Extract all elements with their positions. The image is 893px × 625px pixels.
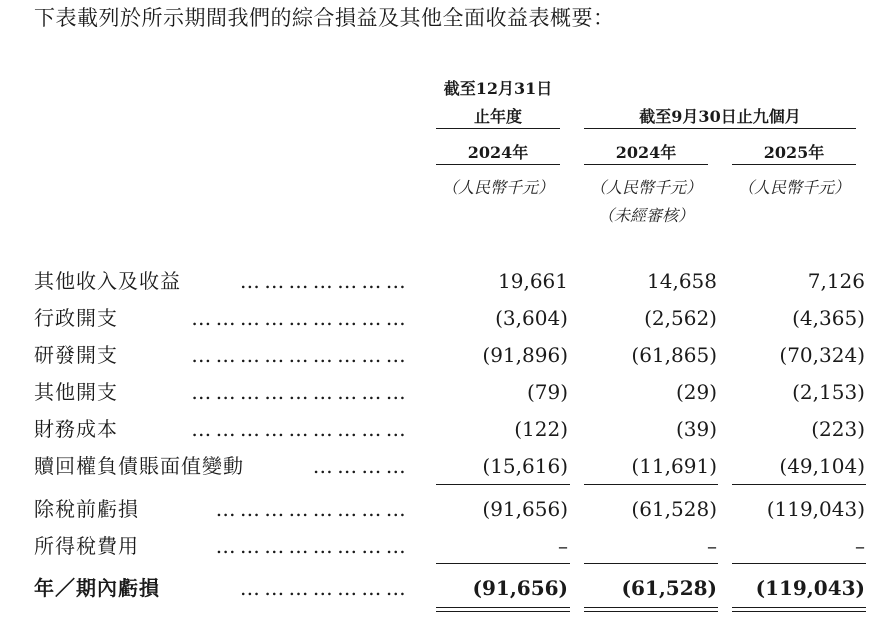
table-row	[0, 266, 893, 296]
nine-month-group-header: 截至9月30日止九個月	[639, 107, 801, 126]
value-2024-full-year: (15,616)	[482, 454, 568, 478]
leader-dots: ………………………	[191, 417, 410, 441]
row-label: 研發開支	[34, 343, 118, 367]
subtotal-rule	[436, 484, 570, 485]
value-2024-full-year: –	[558, 534, 568, 558]
row-label: 年／期內虧損	[34, 576, 160, 600]
row-label: 除稅前虧損	[34, 497, 139, 521]
row-label: 所得稅費用	[34, 534, 139, 558]
value-2024-full-year: (91,896)	[482, 343, 568, 367]
value-2024-full-year: (3,604)	[495, 306, 568, 330]
header-rule	[584, 128, 856, 129]
unit-label-col2: （人民幣千元）	[589, 178, 702, 197]
value-2025-nine-months: (119,043)	[766, 497, 865, 521]
total-double-rule	[436, 607, 570, 612]
subtotal-rule	[584, 484, 718, 485]
value-2025-nine-months: (70,324)	[779, 343, 865, 367]
leader-dots: ………………………	[191, 380, 410, 404]
total-double-rule	[732, 607, 866, 612]
header-rule	[732, 164, 856, 165]
subtotal-rule	[732, 484, 866, 485]
year-header-col3: 2025年	[763, 143, 825, 162]
table-row	[0, 531, 893, 561]
value-2024-full-year: (122)	[514, 417, 568, 441]
row-label: 財務成本	[34, 417, 118, 441]
value-2025-nine-months: 7,126	[807, 269, 865, 293]
value-2024-nine-months: (61,528)	[621, 576, 717, 600]
unit-label-col3: （人民幣千元）	[737, 178, 850, 197]
table-row	[0, 377, 893, 407]
value-2024-nine-months: (61,865)	[631, 343, 717, 367]
table-row	[0, 340, 893, 370]
leader-dots: ………………………	[191, 306, 410, 330]
row-label: 贖回權負債賬面值變動	[34, 454, 244, 478]
total-double-rule	[584, 607, 718, 612]
value-2024-nine-months: –	[707, 534, 717, 558]
intro-text: 下表載列於所示期間我們的綜合損益及其他全面收益表概要：	[34, 6, 615, 30]
leader-dots: ……………………	[215, 497, 410, 521]
value-2025-nine-months: (119,043)	[755, 576, 865, 600]
leader-dots: …………	[312, 454, 410, 478]
value-2025-nine-months: –	[855, 534, 865, 558]
subtotal-rule	[436, 563, 570, 564]
value-2024-nine-months: 14,658	[647, 269, 717, 293]
header-rule	[436, 164, 560, 165]
row-label: 其他開支	[34, 380, 118, 404]
leader-dots: …………………	[239, 269, 410, 293]
leader-dots: ………………………	[191, 343, 410, 367]
table-row	[0, 494, 893, 524]
table-row	[0, 303, 893, 333]
value-2024-full-year: (91,656)	[472, 576, 568, 600]
value-2024-nine-months: (61,528)	[631, 497, 717, 521]
value-2024-nine-months: (29)	[675, 380, 717, 404]
value-2024-full-year: (91,656)	[482, 497, 568, 521]
value-2024-nine-months: (11,691)	[631, 454, 717, 478]
value-2025-nine-months: (223)	[811, 417, 865, 441]
subtotal-rule	[584, 563, 718, 564]
header-rule	[584, 164, 708, 165]
value-2025-nine-months: (2,153)	[792, 380, 865, 404]
unaudited-label: （未經審核）	[597, 206, 694, 225]
subtotal-rule	[732, 563, 866, 564]
value-2024-nine-months: (39)	[675, 417, 717, 441]
value-2025-nine-months: (4,365)	[792, 306, 865, 330]
col1-header-line1: 截至12月31日	[443, 79, 553, 98]
leader-dots: …………………	[239, 576, 410, 600]
value-2024-full-year: (79)	[526, 380, 568, 404]
value-2024-nine-months: (2,562)	[644, 306, 717, 330]
year-header-col2: 2024年	[615, 143, 677, 162]
table-row	[0, 414, 893, 444]
value-2025-nine-months: (49,104)	[779, 454, 865, 478]
table-row	[0, 451, 893, 481]
year-header-col1: 2024年	[467, 143, 529, 162]
col1-header-line2: 止年度	[473, 107, 522, 126]
value-2024-full-year: 19,661	[498, 269, 568, 293]
unit-label-col1: （人民幣千元）	[441, 178, 554, 197]
header-rule	[436, 128, 560, 129]
leader-dots: ……………………	[215, 534, 410, 558]
row-label: 其他收入及收益	[34, 269, 181, 293]
table-row-total	[0, 573, 893, 603]
row-label: 行政開支	[34, 306, 118, 330]
